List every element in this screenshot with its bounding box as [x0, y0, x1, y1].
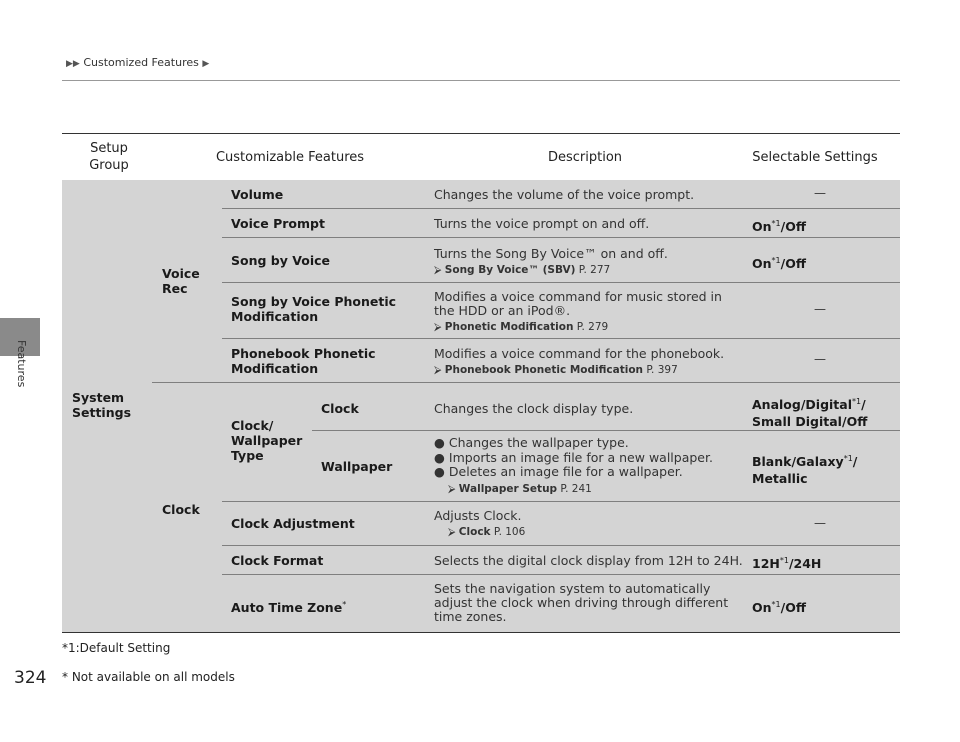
page-reference[interactable]: ⮚ Phonetic Modification P. 279: [434, 321, 609, 333]
feature-clock-format: Clock Format: [231, 553, 324, 568]
availability-marker: *: [342, 600, 347, 609]
breadcrumb-arrow-icon: ▶: [202, 59, 210, 69]
default-marker: *1: [771, 256, 781, 265]
option-digital: Digital: [805, 397, 852, 413]
option-analog: Analog: [752, 397, 801, 413]
desc-voice-prompt: Turns the voice prompt on and off.: [434, 216, 650, 231]
row-divider: [152, 382, 900, 383]
bullet-item: ● Deletes an image file for a wallpaper.: [434, 464, 683, 479]
header-selectable-settings: Selectable Settings: [752, 150, 878, 165]
option-12h: 12H: [752, 556, 780, 572]
setting-song-by-voice: On$^{*1}$/Off: [752, 256, 806, 272]
section-side-label: Features: [15, 340, 28, 388]
option-24h: 24H: [793, 556, 822, 572]
default-marker: *1: [852, 397, 862, 406]
row-divider: [222, 338, 900, 339]
page-reference[interactable]: ⮚ Clock P. 106: [448, 526, 526, 538]
feature-phonebook-phonetic-modification: Phonebook Phonetic Modification: [231, 346, 376, 376]
bullet-item: ● Imports an image file for a new wallpaper.: [434, 449, 713, 465]
feature-wallpaper: Wallpaper: [321, 459, 393, 474]
footnote-not-available: * Not available on all models: [62, 670, 235, 684]
option-off: Off: [785, 600, 806, 616]
feature-volume: Volume: [231, 187, 284, 202]
setting-voice-prompt: On$^{*1}$/Off: [752, 219, 806, 235]
breadcrumb-parent: Customized Features: [83, 56, 199, 69]
desc-song-by-voice: [434, 246, 734, 278]
bullet-item: ● Changes the wallpaper type.: [434, 435, 629, 450]
page-reference[interactable]: ⮚ Phonebook Phonetic Modification P. 397: [434, 364, 678, 376]
footnote-default-setting: *1:Default Setting: [62, 641, 171, 655]
breadcrumb-arrow-icon: ▶▶: [66, 59, 80, 69]
setting-none: —: [814, 302, 826, 316]
desc-wallpaper: [434, 436, 734, 496]
desc-text: Adjusts Clock.: [434, 508, 522, 523]
page-number: 324: [14, 668, 47, 688]
group-system-settings: System Settings: [72, 390, 132, 420]
option-galaxy: Galaxy: [796, 454, 844, 470]
table-bottom-rule: [62, 632, 900, 633]
desc-volume: Changes the volume of the voice prompt.: [434, 187, 695, 202]
row-divider: [222, 501, 900, 502]
breadcrumb: [66, 56, 209, 69]
desc-clock: Changes the clock display type.: [434, 401, 634, 416]
default-marker: *1: [843, 454, 853, 463]
header-description: Description: [547, 150, 623, 165]
desc-text: Modifies a voice command for music stored in the HDD or an iPod®.: [434, 289, 722, 318]
option-metallic: Metallic: [752, 471, 808, 487]
setting-none: —: [814, 352, 826, 366]
header-setup-group: Setup Group: [89, 141, 129, 173]
subgroup-voice-rec: Voice Rec: [162, 266, 200, 296]
table-top-rule: [62, 133, 900, 134]
default-marker: *1: [779, 556, 789, 565]
option-off: Off: [846, 414, 868, 430]
feature-song-by-voice-phonetic-modification: Song by Voice Phonetic Modification: [231, 294, 397, 324]
setting-none: —: [814, 516, 826, 530]
desc-text: Modifies a voice command for the phonebook.: [434, 346, 725, 361]
desc-song-by-voice-phonetic: [434, 290, 724, 334]
page-reference[interactable]: ⮚ Song By Voice™ (SBV) P. 277: [434, 264, 611, 276]
subgroup-clock: Clock: [162, 502, 200, 517]
setting-clock-format: $12H^{*1}/24H$: [752, 556, 822, 572]
feature-voice-prompt: Voice Prompt: [231, 216, 325, 231]
row-divider: [222, 282, 900, 283]
feature-clock: Clock: [321, 401, 359, 416]
option-small-digital: Small Digital: [752, 414, 842, 430]
option-on: On: [752, 256, 772, 272]
default-marker: *1: [771, 219, 781, 228]
header-customizable-features: Customizable Features: [215, 150, 365, 165]
default-marker: *1: [771, 600, 781, 609]
desc-auto-time-zone: Sets the navigation system to automatically adjust the clock when driving through different time zones.: [434, 581, 729, 624]
row-divider: [222, 208, 900, 209]
header-rule: [62, 80, 900, 81]
feature-song-by-voice: Song by Voice: [231, 253, 330, 268]
option-on: On: [752, 600, 772, 616]
desc-text: Turns the Song By Voice™ on and off.: [434, 246, 668, 261]
setting-auto-time-zone: On$^{*1}$/Off: [752, 600, 806, 616]
option-off: Off: [785, 219, 806, 235]
setting-clock: Analog/Digital$^{*1}$/ Small Digital/Off: [752, 397, 868, 430]
row-divider: [222, 574, 900, 575]
feature-clock-adjustment: Clock Adjustment: [231, 516, 355, 531]
option-on: On: [752, 219, 772, 235]
subgroup-clock-wallpaper-type: Clock/ Wallpaper Type: [231, 418, 303, 463]
desc-phonebook-phonetic: [434, 346, 734, 378]
option-blank: Blank: [752, 454, 792, 470]
desc-clock-format: Selects the digital clock display from 12H to 24H.: [434, 553, 743, 568]
row-divider: [222, 237, 900, 238]
feature-auto-time-zone: Auto Time Zone*: [231, 600, 347, 616]
option-off: Off: [785, 256, 806, 272]
setting-wallpaper: Blank/Galaxy$^{*1}$/ Metallic: [752, 454, 858, 487]
row-divider: [222, 545, 900, 546]
desc-clock-adjustment: [434, 508, 734, 540]
page-reference[interactable]: ⮚ Wallpaper Setup P. 241: [448, 482, 592, 495]
setting-none: —: [814, 186, 826, 200]
